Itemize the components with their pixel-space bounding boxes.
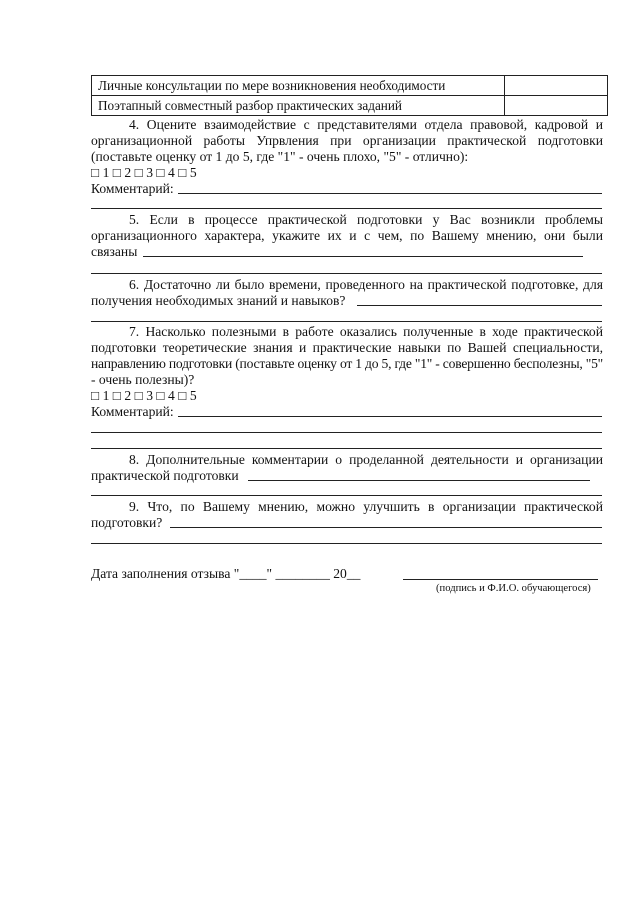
table-row bbox=[92, 96, 608, 116]
signature-line[interactable] bbox=[403, 579, 598, 580]
q7-comment-line[interactable] bbox=[91, 432, 602, 433]
date-field-label[interactable]: Дата заполнения отзыва "____" ________ 20__ bbox=[91, 566, 361, 581]
q7-comment-line[interactable] bbox=[91, 448, 602, 449]
q4-comment-label: Комментарий: bbox=[91, 181, 174, 196]
q6-answer-line[interactable] bbox=[91, 321, 602, 322]
table-cell-answer[interactable] bbox=[505, 96, 608, 116]
table-cell-answer[interactable] bbox=[505, 76, 608, 96]
q8-line2: практической подготовки bbox=[91, 468, 239, 483]
table-row bbox=[92, 76, 608, 96]
q5-line2: организационного характера, укажите их и с чем, по Вашему мнению, они были bbox=[91, 228, 603, 243]
options-table bbox=[91, 75, 608, 116]
signature-caption: (подпись и Ф.И.О. обучающегося) bbox=[436, 583, 591, 594]
q5-line1: 5. Если в процессе практической подготовки у Вас возникли проблемы bbox=[129, 212, 603, 227]
q6-answer-line[interactable] bbox=[357, 305, 602, 306]
q7-rating-scale[interactable]: □ 1 □ 2 □ 3 □ 4 □ 5 bbox=[91, 388, 197, 403]
q7-line1: 7. Насколько полезными в работе оказались полученные в ходе практической bbox=[129, 324, 603, 339]
q7-comment-line[interactable] bbox=[178, 416, 602, 417]
q8-answer-line[interactable] bbox=[91, 495, 602, 496]
table-cell-label: Поэтапный совместный разбор практических заданий bbox=[92, 96, 505, 116]
q7-line2: подготовки теоретические знания и практические навыки по Вашей специальности, bbox=[91, 340, 603, 355]
q6-line2: получения необходимых знаний и навыков? bbox=[91, 293, 346, 308]
q9-line1: 9. Что, по Вашему мнению, можно улучшить в организации практической bbox=[129, 499, 603, 514]
q5-line3: связаны bbox=[91, 244, 138, 259]
q8-answer-line[interactable] bbox=[248, 480, 590, 481]
q4-line2: организационной работы Упрвления при организации практической подготовки bbox=[91, 133, 603, 148]
q5-answer-line[interactable] bbox=[91, 273, 602, 274]
q6-line1: 6. Достаточно ли было времени, проведенного на практической подготовке, для bbox=[129, 277, 603, 292]
q7-line4: - очень полезны)? bbox=[91, 372, 195, 387]
q8-line1: 8. Дополнительные комментарии о проделанной деятельности и организации bbox=[129, 452, 603, 467]
q4-line3: (поставьте оценку от 1 до 5, где "1" - очень плохо, "5" - отлично): bbox=[91, 149, 469, 164]
q9-line2: подготовки? bbox=[91, 515, 163, 530]
q4-comment-line[interactable] bbox=[91, 208, 602, 209]
table-cell-label: Личные консультации по мере возникновения необходимости bbox=[92, 76, 505, 96]
q9-answer-line[interactable] bbox=[91, 543, 602, 544]
q4-comment-line[interactable] bbox=[178, 193, 602, 194]
q4-line1: 4. Оцените взаимодействие с представителями отдела правовой, кадровой и bbox=[129, 117, 603, 132]
q7-line3: направлению подготовки (поставьте оценку от 1 до 5, где "1" - совершенно бесполезны, "5" bbox=[91, 356, 603, 371]
q7-comment-label: Комментарий: bbox=[91, 404, 174, 419]
q9-answer-line[interactable] bbox=[170, 527, 602, 528]
q5-answer-line[interactable] bbox=[143, 256, 583, 257]
q4-rating-scale[interactable]: □ 1 □ 2 □ 3 □ 4 □ 5 bbox=[91, 165, 197, 180]
